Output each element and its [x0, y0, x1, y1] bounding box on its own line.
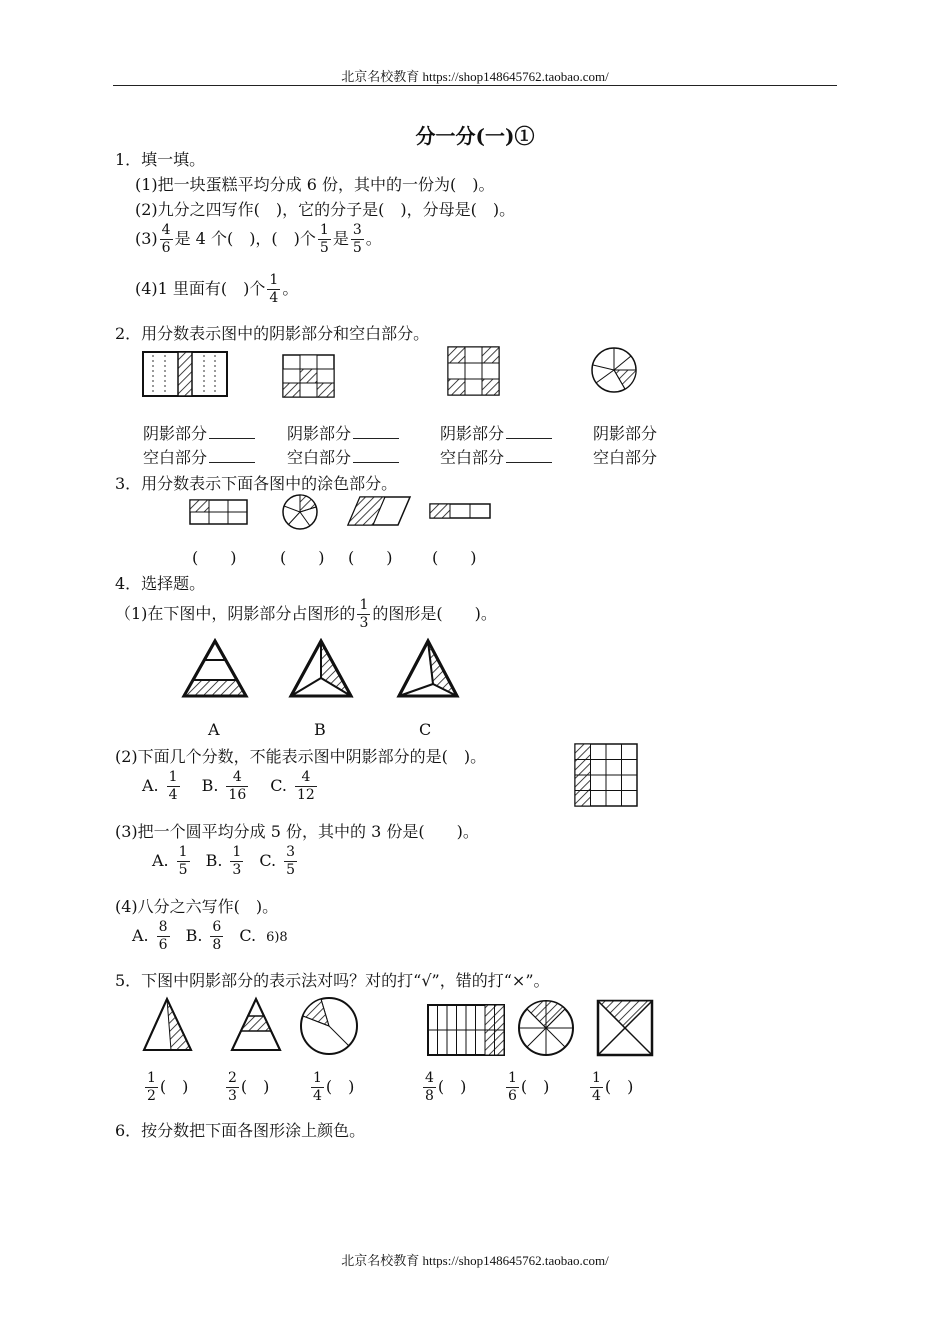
- fraction: $\frac{6}{8}$: [212, 919, 222, 953]
- fraction: $\frac{4}{8}$: [425, 1070, 434, 1104]
- q5-answer-2: $\frac{2}{3}$ ( ): [228, 1070, 270, 1104]
- page-header: 北京名校教育 https://shop148645762.taobao.com/: [341, 69, 609, 84]
- q4-grid-figure: [575, 744, 639, 808]
- q4-part2-options: A. $\frac{1}{4}$ B. $\frac{4}{16}$ C. $\frac{4}{12}$: [142, 769, 315, 803]
- q3-answer-4: ( ): [432, 548, 477, 567]
- option-label-a: A: [208, 720, 220, 739]
- fraction: $\frac{1}{6}$: [508, 1070, 517, 1104]
- division-notation: 6)8: [266, 930, 288, 945]
- q2-figure-2: [283, 355, 335, 399]
- fraction: $\frac{1}{3}$: [232, 844, 242, 878]
- q5-figure-5: [518, 1000, 576, 1058]
- q1-line3: (3) $\frac{4}{6}$ 是 4 个( )，( )个 $\frac{1}{5}$ 是 $\frac{3}{5}$ 。: [135, 222, 382, 256]
- q2-blank-2: 空白部分: [287, 445, 399, 468]
- q4-part2: (2)下面几个分数，不能表示图中阴影部分的是( )。: [115, 747, 487, 766]
- q6-heading: 6．按分数把下面各图形涂上颜色。: [115, 1121, 366, 1140]
- fraction: $\frac{1}{4}$: [168, 769, 178, 803]
- q5-answer-6: $\frac{1}{4}$ ( ): [592, 1070, 634, 1104]
- q2-blank-3: 空白部分: [440, 445, 552, 468]
- option-label-c: C: [419, 720, 432, 739]
- q5-answer-1: $\frac{1}{2}$ ( ): [147, 1070, 189, 1104]
- q4-part3-options: A. $\frac{1}{5}$ B. $\frac{1}{3}$ C. $\frac{3}{5}$: [152, 844, 296, 878]
- fraction: $\frac{1}{4}$: [592, 1070, 601, 1104]
- q3-figure-4: [430, 504, 492, 520]
- fraction: $\frac{1}{2}$: [147, 1070, 156, 1104]
- q5-figure-4: [428, 1005, 506, 1057]
- fraction: $\frac{4}{16}$: [228, 769, 247, 803]
- q4-part4-options: A. $\frac{8}{6}$ B. $\frac{6}{8}$ C. 6)8: [132, 919, 288, 953]
- q5-figure-2: [230, 998, 282, 1052]
- fraction: $\frac{4}{12}$: [297, 769, 315, 803]
- q3-heading: 3．用分数表示下面各图中的涂色部分。: [115, 474, 398, 493]
- q3-figure-1: [190, 500, 248, 526]
- fraction: $\frac{4}{6}$: [161, 222, 171, 256]
- fraction: $\frac{1}{4}$: [269, 272, 279, 306]
- fraction: $\frac{3}{5}$: [352, 222, 362, 256]
- q5-figure-6: [597, 1000, 655, 1058]
- q2-shaded-1: 阴影部分: [143, 421, 255, 444]
- q1-heading: 1．填一填。: [115, 150, 206, 169]
- q2-shaded-4: 阴影部分: [593, 424, 658, 443]
- fraction: $\frac{1}{5}$: [178, 844, 188, 878]
- q3-answer-3: ( ): [348, 548, 393, 567]
- fraction: $\frac{3}{5}$: [286, 844, 296, 878]
- page-title: 分一分(一)①: [415, 124, 535, 148]
- q3-answer-2: ( ): [280, 548, 325, 567]
- q2-heading: 2．用分数表示图中的阴影部分和空白部分。: [115, 324, 430, 343]
- q3-answer-1: ( ): [192, 548, 237, 567]
- q2-figure-3: [448, 347, 500, 397]
- q5-answer-3: $\frac{1}{4}$ ( ): [313, 1070, 355, 1104]
- q2-figure-4: [591, 347, 639, 395]
- q1-line2: (2)九分之四写作( )，它的分子是( )，分母是( )。: [135, 200, 516, 219]
- q5-figure-1: [143, 998, 193, 1052]
- q2-blank-1: 空白部分: [143, 445, 255, 468]
- q4-part4: (4)八分之六写作( )。: [115, 897, 279, 916]
- q5-figure-3: [299, 998, 361, 1056]
- fraction: $\frac{1}{3}$: [359, 597, 369, 631]
- q4-part3: (3)把一个圆平均分成 5 份，其中的 3 份是( )。: [115, 822, 479, 841]
- fraction: $\frac{1}{5}$: [319, 222, 329, 256]
- q4-heading: 4．选择题。: [115, 574, 206, 593]
- header-rule: [113, 85, 837, 86]
- q5-answer-4: $\frac{4}{8}$ ( ): [425, 1070, 467, 1104]
- fraction: $\frac{8}{6}$: [158, 919, 168, 953]
- q2-shaded-2: 阴影部分: [287, 421, 399, 444]
- q3-figure-3: [348, 497, 412, 527]
- q4-triangle-a: [182, 640, 248, 698]
- q5-heading: 5．下图中阴影部分的表示法对吗？对的打“√”，错的打“×”。: [115, 971, 550, 990]
- q1-line4: (4)1 里面有( )个 $\frac{1}{4}$ 。: [135, 272, 299, 306]
- fraction: $\frac{2}{3}$: [228, 1070, 237, 1104]
- q5-answer-5: $\frac{1}{6}$ ( ): [508, 1070, 550, 1104]
- q2-figure-1: [143, 352, 229, 398]
- page-footer: 北京名校教育 https://shop148645762.taobao.com/: [341, 1253, 609, 1268]
- q3-figure-2: [282, 494, 320, 532]
- q2-blank-4: 空白部分: [593, 448, 658, 467]
- q1-line1: (1)把一块蛋糕平均分成 6 份，其中的一份为( )。: [135, 175, 495, 194]
- option-label-b: B: [314, 720, 326, 739]
- fraction: $\frac{1}{4}$: [313, 1070, 322, 1104]
- q2-shaded-3: 阴影部分: [440, 421, 552, 444]
- q4-part1: （1)在下图中，阴影部分占图形的 $\frac{1}{3}$ 的图形是( )。: [115, 597, 497, 631]
- q4-triangle-b: [289, 640, 353, 698]
- q4-triangle-c: [397, 640, 459, 698]
